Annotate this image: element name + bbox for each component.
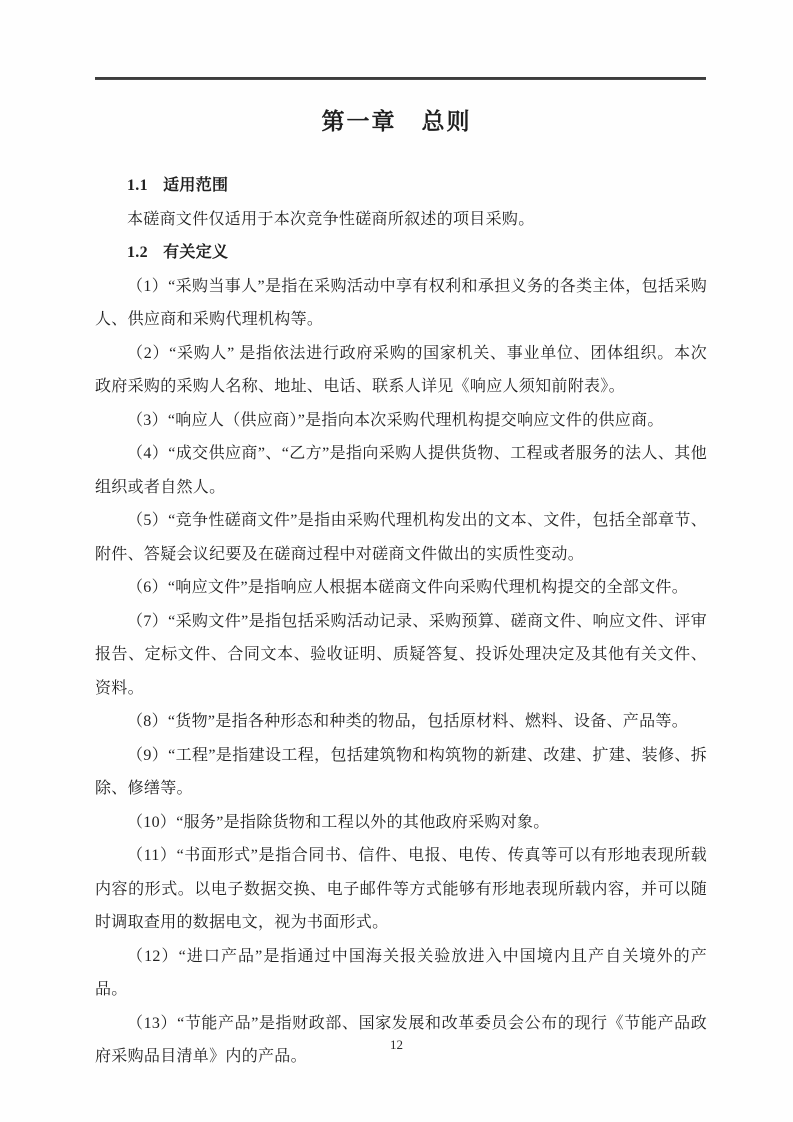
definition-item: （6）“响应文件”是指响应人根据本磋商文件向采购代理机构提交的全部文件。	[127, 579, 689, 596]
definition-item: （4）“成交供应商”、“乙方”是指向采购人提供货物、工程或者服务的法人、其他组织或者自然人。	[95, 445, 707, 496]
definition-item: （7）“采购文件”是指包括采购活动记录、采购预算、磋商文件、响应文件、评审报告、定标文件、合同文本、验收证明、质疑答复、投诉处理决定及其他有关文件、资料。	[95, 612, 707, 697]
definition-item: （11）“书面形式”是指合同书、信件、电报、电传、传真等可以有形地表现所载内容的形式。以电子数据交换、电子邮件等方式能够有形地表现所载内容，并可以随时调取查用的数据电文，视为书面形式。	[95, 847, 707, 931]
page-footer	[0, 1037, 793, 1053]
definition-item: （10）“服务”是指除货物和工程以外的其他政府采购对象。	[127, 813, 550, 831]
definition-item: （3）“响应人（供应商）”是指向本次采购代理机构提交响应文件的供应商。	[127, 411, 664, 429]
document-body	[95, 169, 707, 1074]
definition-item: （5）“竞争性磋商文件”是指由采购代理机构发出的文本、文件，包括全部章节、附件、答疑会议纪要及在磋商过程中对磋商文件做出的实质性变动。	[95, 512, 707, 563]
definition-item: （13）“节能产品”是指财政部、国家发展和改革委员会公布的现行《节能产品政府采购品目清单》内的产品。	[95, 1014, 707, 1065]
section-heading-1-1	[95, 169, 707, 203]
body-paragraph: 本磋商文件仅适用于本次竞争性磋商所叙述的项目采购。	[127, 210, 535, 228]
chapter-title: 第一章 总则	[321, 109, 472, 134]
header-rule	[95, 77, 706, 80]
section-title: 有关定义	[163, 244, 229, 261]
section-number: 1.1	[127, 177, 148, 194]
definition-item: （12）“进口产品”是指通过中国海关报关验放进入中国境内且产自关境外的产品。	[95, 947, 707, 998]
definition-item: （1）“采购当事人”是指在采购活动中享有权利和承担义务的各类主体，包括采购人、供应商和采购代理机构等。	[95, 277, 707, 328]
definition-item: （8）“货物”是指各种形态和种类的物品，包括原材料、燃料、设备、产品等。	[127, 713, 689, 730]
section-number: 1.2	[127, 244, 148, 261]
section-heading-1-2	[95, 236, 707, 270]
definition-item: （9）“工程”是指建设工程，包括建筑物和构筑物的新建、改建、扩建、装修、拆除、修缮等。	[95, 746, 707, 797]
section-title: 适用范围	[163, 177, 229, 194]
page-number: 12	[390, 1037, 403, 1052]
definition-item: （2）“采购人” 是指依法进行政府采购的国家机关、事业单位、团体组织。本次政府采购的采购人名称、地址、电话、联系人详见《响应人须知前附表》。	[95, 344, 707, 395]
